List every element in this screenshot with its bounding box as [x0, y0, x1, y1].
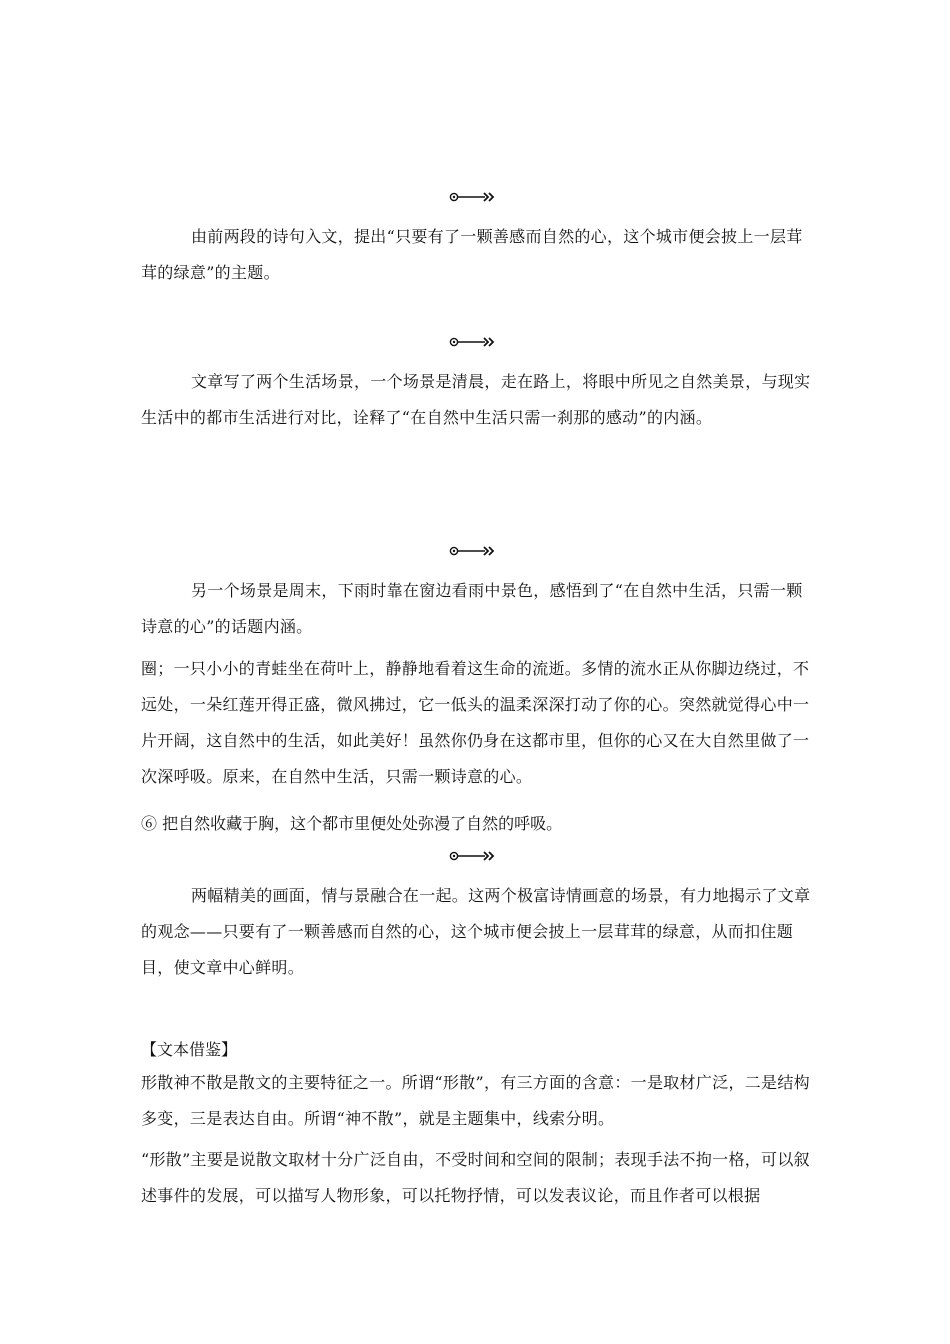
- paragraph-reference-two: “形散”主要是说散文取材十分广泛自由，不受时间和空间的限制；表现手法不拘一格，可以叙述事件的发展，可以描写人物形象，可以托物抒情，可以发表议论，而且作者可以根据: [141, 1150, 810, 1205]
- divider-icon: [445, 332, 505, 352]
- paragraph-scene-one: 文章写了两个生活场景，一个场景是清晨，走在路上，将眼中所见之自然美景，与现实生活中的都市生活进行对比，诠释了“在自然中生活只需一刹那的感动”的内涵。: [141, 372, 811, 427]
- paragraph-reference-one: 形散神不散是散文的主要特征之一。所谓“形散”，有三方面的含意：一是取材广泛，二是结构多变，三是表达自由。所谓“神不散”，就是主题集中，线索分明。: [141, 1073, 810, 1128]
- section-title: 【文本借鉴】: [141, 1040, 238, 1059]
- paragraph-excerpt-six: ⑥ 把自然收藏于胸，这个都市里便处处弥漫了自然的呼吸。: [141, 814, 563, 833]
- divider-icon: [445, 187, 505, 207]
- paragraph-excerpt: 圈；一只小小的青蛙坐在荷叶上，静静地看着这生命的流逝。多情的流水正从你脚边绕过，不远处，一朵红莲开得正盛，微风拂过，它一低头的温柔深深打动了你的心。突然就觉得心中一片开阔，这自然中的生活，如此美好！虽然你仍身在这都市里，但你的心又在大自然里做了一次深呼吸。原来，在自然中生活，只需一颗诗意的心。: [141, 659, 810, 786]
- paragraph-analysis: 两幅精美的画面，情与景融合在一起。这两个极富诗情画意的场景，有力地揭示了文章的观念——只要有了一颗善感而自然的心，这个城市便会披上一层茸茸的绿意，从而扣住题目，使文章中心鲜明。: [141, 886, 811, 977]
- divider-icon: [445, 846, 505, 866]
- divider-icon: [445, 541, 505, 561]
- paragraph-scene-two: 另一个场景是周末，下雨时靠在窗边看雨中景色，感悟到了“在自然中生活，只需一颗诗意的心”的话题内涵。: [141, 581, 803, 636]
- paragraph-intro: 由前两段的诗句入文，提出“只要有了一颗善感而自然的心，这个城市便会披上一层茸茸的绿意”的主题。: [141, 227, 803, 282]
